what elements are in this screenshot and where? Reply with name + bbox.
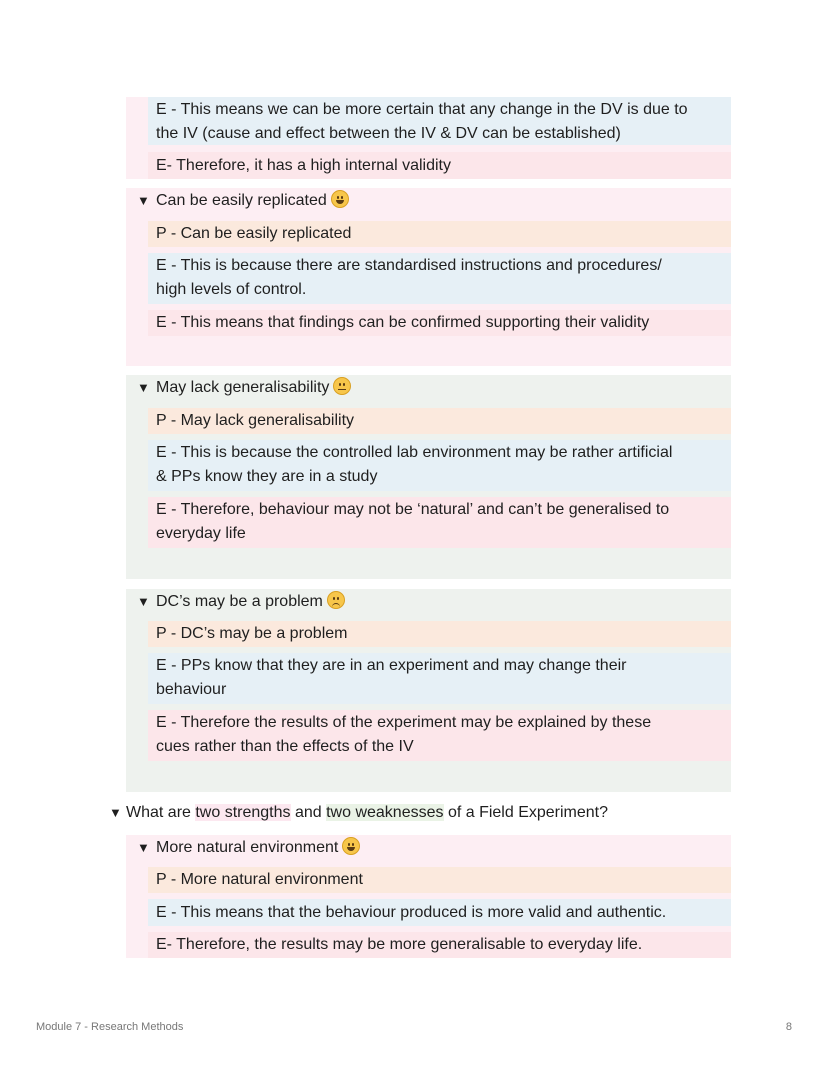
point-line: P - More natural environment — [156, 871, 363, 888]
evaluate-line-2: everyday life — [156, 525, 246, 542]
grinning-face-icon — [331, 190, 349, 208]
toggle-title: DC’s may be a problem — [156, 593, 323, 610]
toggle-arrow-icon[interactable]: ▼ — [109, 805, 122, 820]
explain-line-2: high levels of control. — [156, 281, 307, 298]
toggle-title: May lack generalisability — [156, 379, 330, 396]
evaluate-line-2: cues rather than the effects of the IV — [156, 738, 414, 755]
toggle-title: More natural environment — [156, 839, 339, 856]
evaluate-line-1: E - Therefore, behaviour may not be ‘natural’ and can’t be generalised to — [156, 501, 670, 518]
question-heading[interactable]: What are two strengths and two weaknesses of a Field Experiment? — [126, 804, 609, 821]
evaluate-line-1: E - Therefore the results of the experiment may be explained by these — [156, 714, 652, 731]
point-line: P - Can be easily replicated — [156, 225, 352, 242]
toggle-heading[interactable] — [156, 590, 345, 614]
toggle-heading[interactable] — [156, 376, 351, 400]
explain-line-1: E - This is because the controlled lab environment may be rather artificial — [156, 444, 673, 461]
frowning-face-icon — [327, 591, 345, 609]
explain-line-1: E - This is because there are standardised instructions and procedures/ — [156, 257, 662, 274]
toggle-arrow-icon[interactable]: ▼ — [137, 594, 150, 609]
grinning-face-icon — [342, 837, 360, 855]
point-line: P - DC’s may be a problem — [156, 625, 348, 642]
neutral-face-icon — [333, 377, 351, 395]
toggle-arrow-icon[interactable]: ▼ — [137, 193, 150, 208]
highlight-strengths: two strengths — [195, 804, 291, 821]
toggle-title: Can be easily replicated — [156, 192, 327, 209]
explain-line-2: & PPs know they are in a study — [156, 468, 378, 485]
toggle-heading[interactable] — [156, 836, 360, 860]
explain-line-1: E - PPs know that they are in an experiment and may change their — [156, 657, 627, 674]
explain-line-2: behaviour — [156, 681, 227, 698]
highlight-weaknesses: two weaknesses — [326, 804, 444, 821]
explain-line-1: E - This means we can be more certain that any change in the DV is due to — [156, 101, 688, 118]
evaluate-line: E- Therefore, the results may be more generalisable to everyday life. — [156, 936, 643, 953]
explain-line: E - This means that the behaviour produced is more valid and authentic. — [156, 904, 667, 921]
evaluate-line: E- Therefore, it has a high internal validity — [156, 157, 451, 174]
evaluate-line: E - This means that findings can be confirmed supporting their validity — [156, 314, 650, 331]
page-number: 8 — [785, 1021, 792, 1033]
footer-module-title: Module 7 - Research Methods — [36, 1021, 184, 1033]
point-line: P - May lack generalisability — [156, 412, 355, 429]
toggle-heading[interactable] — [156, 189, 349, 213]
explain-line-2: the IV (cause and effect between the IV & DV can be established) — [156, 125, 621, 142]
toggle-arrow-icon[interactable]: ▼ — [137, 380, 150, 395]
toggle-arrow-icon[interactable]: ▼ — [137, 840, 150, 855]
